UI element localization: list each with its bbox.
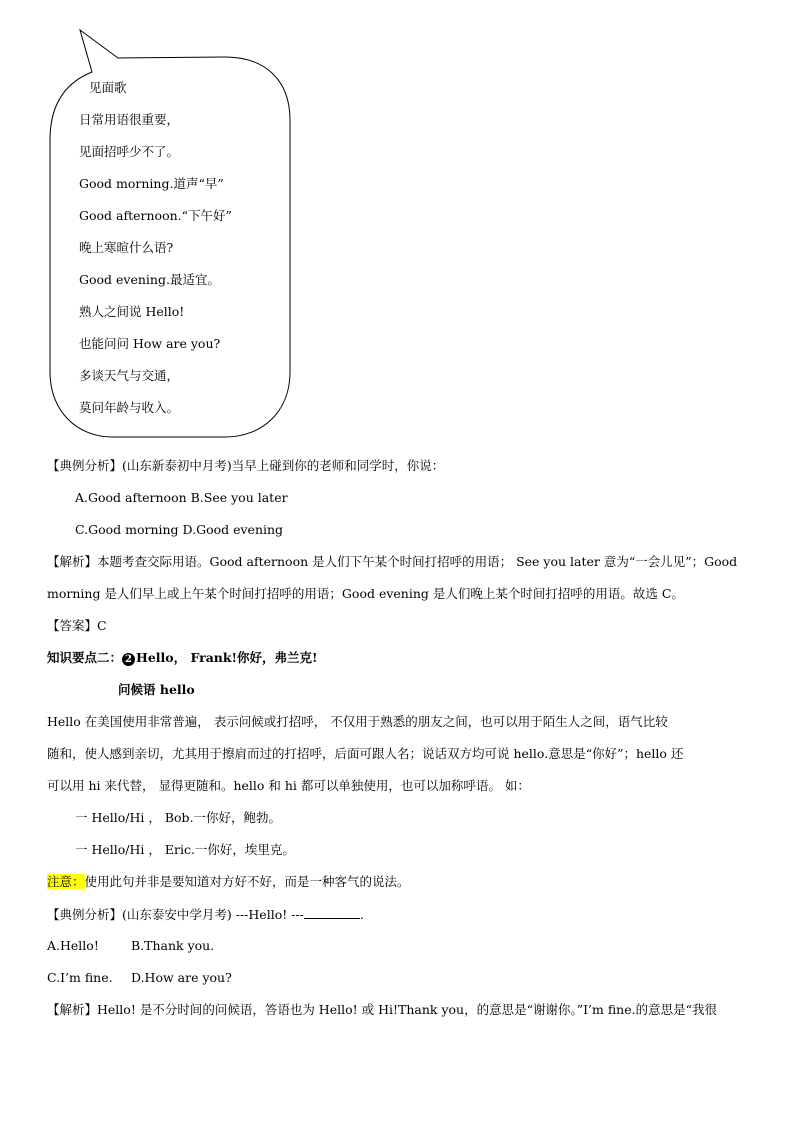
example-options-ab: A.Good afternoon B.See you later — [75, 490, 288, 505]
subheading: 问候语 hello — [118, 682, 195, 697]
rhyme-line: 日常用语很重要， — [79, 112, 180, 127]
rhyme-line: 也能问问 How are you? — [79, 336, 221, 351]
knowledge-point-heading — [47, 650, 318, 666]
answer-line: 【答案】C — [47, 618, 107, 633]
rhyme-line: Good evening.最适宜。 — [79, 272, 220, 287]
example-option-a: A.Hello! — [47, 938, 99, 953]
analysis-line: morning 是人们早上或上午某个时间打招呼的用语；Good evening 是人们晚上某个时间打招呼的用语。故选 C。 — [47, 586, 684, 601]
example-question — [47, 906, 364, 923]
rhyme-title: 见面歌 — [89, 80, 127, 95]
rhyme-text — [79, 72, 284, 424]
rhyme-line: Good morning.道声“早” — [79, 176, 224, 191]
rhyme-line: 莫问年龄与收入。 — [79, 400, 180, 415]
example-option-b: B.Thank you. — [131, 938, 215, 953]
analysis-line: 【解析】Hello! 是不分时间的问候语，答语也为 Hello! 或 Hi!Thank you，的意思是“谢谢你。”I’m fine.的意思是“我很 — [47, 1002, 717, 1017]
dialogue-example: 一 Hello/Hi ， Bob.一你好，鲍勃。 — [75, 810, 282, 825]
example-option-d: D.How are you? — [131, 970, 232, 985]
answer-blank — [304, 906, 360, 919]
heading-prefix: 知识要点二： — [47, 650, 123, 665]
question-end: . — [359, 907, 364, 922]
note-line — [47, 874, 410, 890]
rhyme-line: 见面招呼少不了。 — [79, 144, 180, 159]
rhyme-line: 熟人之间说 Hello! — [79, 304, 185, 319]
dialogue-example: 一 Hello/Hi ， Eric.一你好，埃里克。 — [75, 842, 295, 857]
question-text: 【典例分析】(山东泰安中学月考) ---Hello! --- — [47, 907, 304, 922]
example-question: 【典例分析】(山东新泰初中月考)当早上碰到你的老师和同学时，你说： — [47, 458, 445, 473]
analysis-line: 【解析】本题考查交际用语。Good afternoon 是人们下午某个时间打招呼的用语； See you later 意为“一会儿见”；Good — [47, 554, 738, 569]
rhyme-line: Good afternoon.“下午好” — [79, 208, 232, 223]
paragraph-line: 可以用 hi 来代替， 显得更随和。hello 和 hi 都可以单独使用，也可以加称呼语。 如： — [47, 778, 530, 793]
circled-number-icon: 2 — [122, 653, 135, 666]
example-option-c: C.I’m fine. — [47, 970, 113, 985]
rhyme-line: 晚上寒暄什么语? — [79, 240, 174, 255]
rhyme-line: 多谈天气与交通， — [79, 368, 180, 383]
note-label: 注意： — [47, 874, 85, 889]
note-text: 使用此句并非是要知道对方好不好，而是一种客气的说法。 — [84, 874, 410, 889]
paragraph-line: 随和，使人感到亲切，尤其用于擦肩而过的打招呼，后面可跟人名；说话双方均可说 hello.意思是“你好”；hello 还 — [47, 746, 684, 761]
heading-title: Hello， Frank!你好，弗兰克! — [136, 650, 318, 665]
paragraph-line: Hello 在美国使用非常普遍， 表示问候或打招呼， 不仅用于熟悉的朋友之间，也可以用于陌生人之间，语气比较 — [47, 714, 668, 729]
example-options-cd: C.Good morning D.Good evening — [75, 522, 284, 537]
